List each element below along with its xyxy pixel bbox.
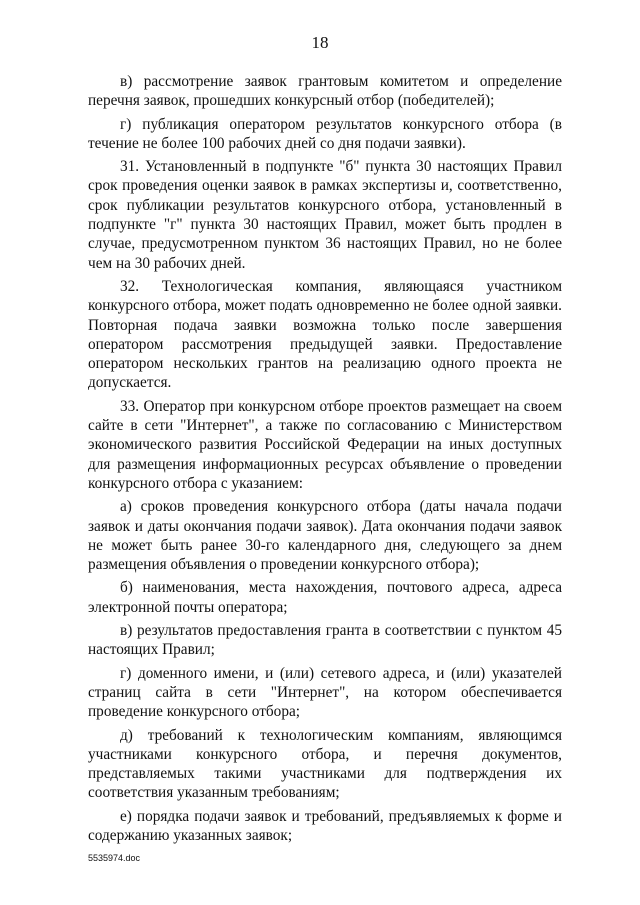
- paragraph-33g: г) доменного имени, и (или) сетевого адреса, и (или) указателей страниц сайта в сети "Интернет", на котором обеспечивается проведение конкурсного отбора;: [88, 664, 562, 721]
- paragraph-3v: в) рассмотрение заявок грантовым комитетом и определение перечня заявок, прошедших конкурсный отбор (победителей);: [88, 73, 562, 110]
- paragraph-33a: а) сроков проведения конкурсного отбора (даты начала подачи заявок и даты окончания подачи заявок). Дата окончания подачи заявок не может быть ранее 30-го календарного дня, следующего за днем размещения объявления о проведении конкурсного отбора);: [88, 498, 562, 574]
- paragraph-33d: д) требований к технологическим компаниям, являющимся участниками конкурсного отбора, и перечня документов, представляемых такими участниками для подтверждения их соответствия указанным требованиям;: [88, 726, 562, 802]
- paragraph-31: 31. Установленный в подпункте "б" пункта 30 настоящих Правил срок проведения оценки заявок в рамках экспертизы и, соответственно, срок публикации результатов конкурсного отбора, установленный в подпункте "г" пункта 30 настоящих Правил, может быть продлен в случае, предусмотренном пунктом 36 настоящих Правил, но не более чем на 30 рабочих дней.: [88, 158, 562, 272]
- page-number: 18: [311, 33, 329, 52]
- document-body: [88, 72, 562, 845]
- file-name-footer: 5535974.doc: [88, 853, 141, 863]
- paragraph-33v: в) результатов предоставления гранта в соответствии с пунктом 45 настоящих Правил;: [88, 622, 562, 659]
- paragraph-33b: б) наименования, места нахождения, почтового адреса, адреса электронной почты оператора;: [88, 579, 562, 616]
- paragraph-3g: г) публикация оператором результатов конкурсного отбора (в течение не более 100 рабочих дней со дня подачи заявки).: [88, 115, 562, 152]
- paragraph-33: 33. Оператор при конкурсном отборе проектов размещает на своем сайте в сети "Интернет", а также по согласованию с Министерством экономического развития Российской Федерации на иных доступных для размещения информационных ресурсах объявление о проведении конкурсного отбора с указанием:: [88, 397, 562, 492]
- paragraph-33e: е) порядка подачи заявок и требований, предъявляемых к форме и содержанию указанных заявок;: [88, 807, 562, 844]
- paragraph-32: 32. Технологическая компания, являющаяся участником конкурсного отбора, может подать одновременно не более одной заявки. Повторная подача заявки возможна только после завершения оператором рассмотрения предыдущей заявки. Предоставление оператором нескольких грантов на реализацию одного проекта не допускается.: [88, 277, 562, 392]
